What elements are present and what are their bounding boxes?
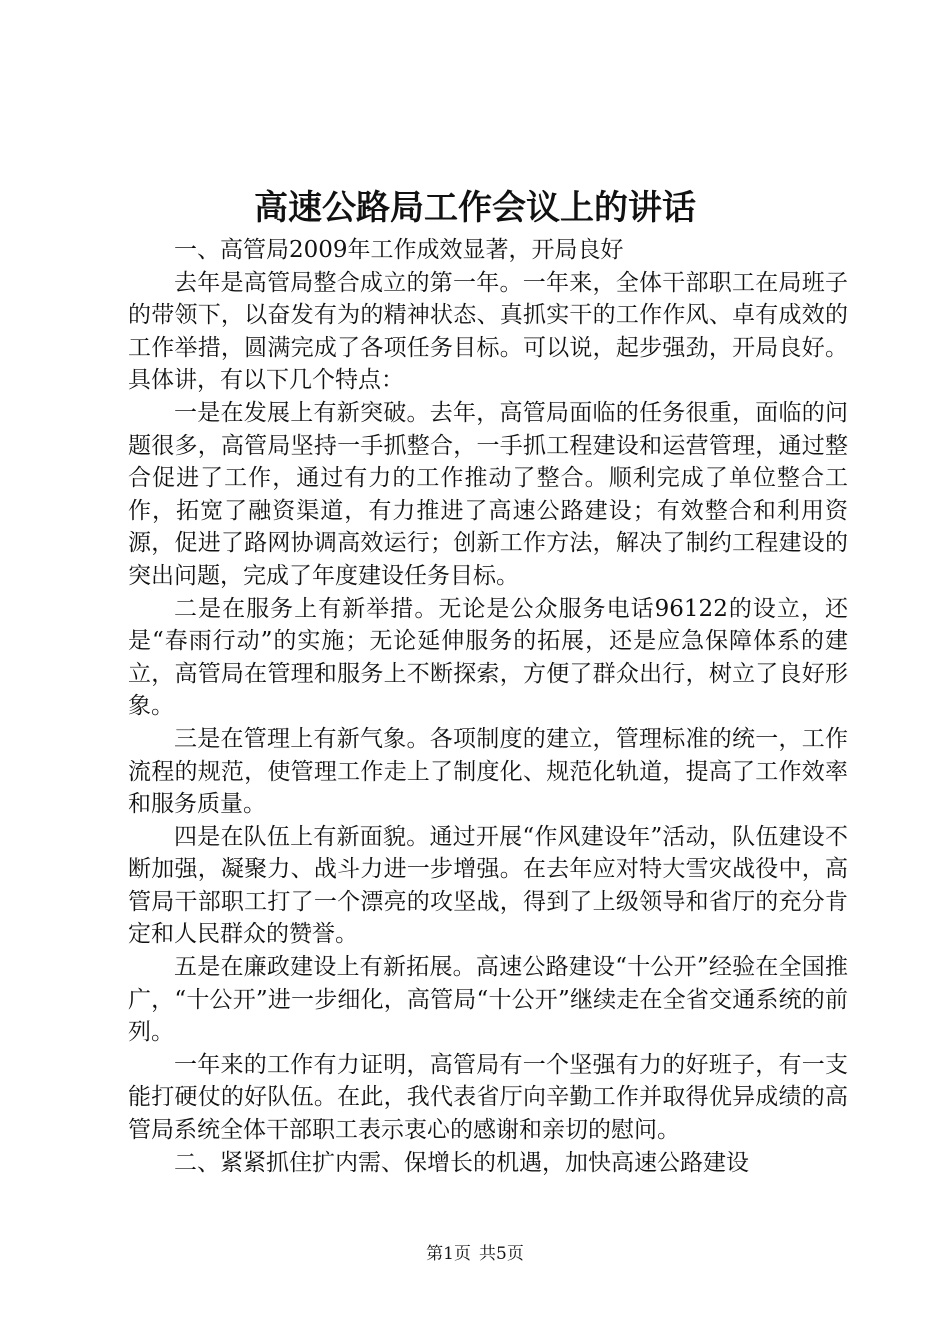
paragraph-point-4: 四是在队伍上有新面貌。通过开展“作风建设年”活动，队伍建设不断加强，凝聚力、战斗力进一步增强。在去年应对特大雪灾战役中，高管局干部职工打了一个漂亮的攻坚战，得到了上级领导和省厅的充分肯定和人民群众的赞誉。 xyxy=(128,823,848,948)
paragraph-point-5: 五是在廉政建设上有新拓展。高速公路建设“十公开”经验在全国推广，“十公开”进一步细化，高管局“十公开”继续走在全省交通系统的前列。 xyxy=(128,954,848,1046)
document-body xyxy=(128,234,848,1179)
paragraph-section-heading-1: 一、高管局2009年工作成效显著，开局良好 xyxy=(174,237,624,263)
paragraph-intro: 去年是高管局整合成立的第一年。一年来，全体干部职工在局班子的带领下，以奋发有为的精神状态、真抓实干的工作作风、卓有成效的工作举措，圆满完成了各项任务目标。可以说，起步强劲，开局良好。具体讲，有以下几个特点： xyxy=(128,269,848,394)
document-title: 高速公路局工作会议上的讲话 xyxy=(254,188,696,228)
paragraph-summary: 一年来的工作有力证明，高管局有一个坚强有力的好班子，有一支能打硬仗的好队伍。在此，我代表省厅向辛勤工作并取得优异成绩的高管局系统全体干部职工表示衷心的感谢和亲切的慰问。 xyxy=(128,1051,848,1144)
page-number: 第1页 xyxy=(426,1244,471,1264)
page-footer xyxy=(0,1242,950,1266)
paragraph-point-2: 二是在服务上有新举措。无论是公众服务电话96122的设立，还是“春雨行动”的实施；无论延伸服务的拓展，还是应急保障体系的建立，高管局在管理和服务上不断探索，方便了群众出行，树立了良好形象。 xyxy=(128,595,848,720)
paragraph-point-3: 三是在管理上有新气象。各项制度的建立，管理标准的统一，工作流程的规范，使管理工作走上了制度化、规范化轨道，提高了工作效率和服务质量。 xyxy=(128,725,848,818)
paragraph-point-1: 一是在发展上有新突破。去年，高管局面临的任务很重，面临的问题很多，高管局坚持一手抓整合，一手抓工程建设和运营管理，通过整合促进了工作，通过有力的工作推动了整合。顺利完成了单位整合工作，拓宽了融资渠道，有力推进了高速公路建设；有效整合和利用资源，促进了路网协调高效运行；创新工作方法，解决了制约工程建设的突出问题，完成了年度建设任务目标。 xyxy=(128,399,848,589)
paragraph-section-heading-2: 二、紧紧抓住扩内需、保增长的机遇，加快高速公路建设 xyxy=(174,1149,749,1176)
page-total: 共5页 xyxy=(479,1244,524,1264)
